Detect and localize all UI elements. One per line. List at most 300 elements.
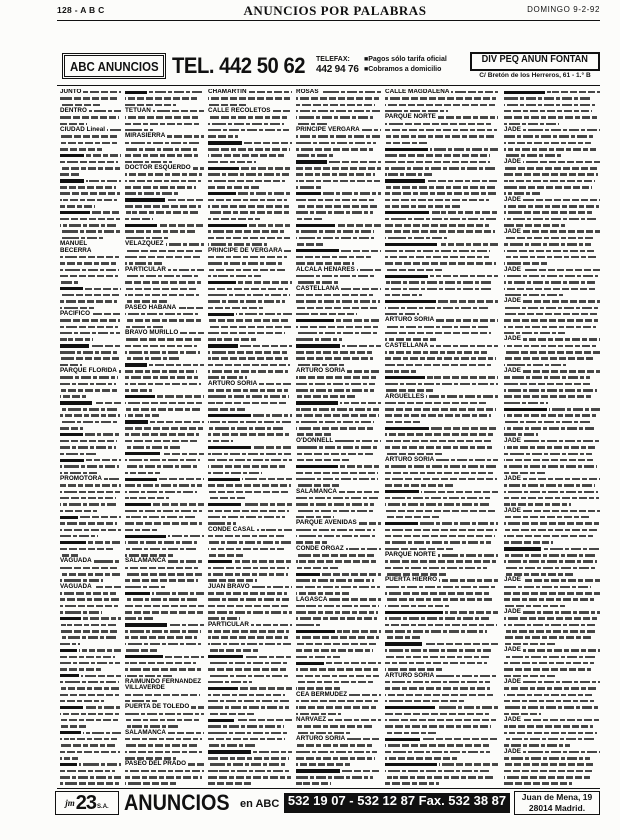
ad-text-bar	[60, 338, 93, 341]
ad-text-bar	[438, 300, 498, 303]
classified-ad	[208, 558, 292, 583]
ad-text-bar	[504, 180, 595, 183]
ad-headword: CALLE RECOLETOS	[208, 107, 271, 115]
classified-ad	[385, 241, 498, 273]
ad-headword: SALAMANCA	[125, 557, 167, 565]
ad-text-bar	[60, 491, 120, 494]
ad-text-bar	[296, 656, 340, 659]
payment-notes	[364, 55, 466, 75]
ad-headword-unreadable	[60, 541, 86, 544]
ad-text-bar	[94, 586, 121, 589]
ad-text-bar	[208, 453, 291, 456]
classified-ad	[60, 673, 121, 705]
ad-text-bar	[208, 402, 288, 405]
ad-text-bar	[60, 503, 116, 506]
ad-text-bar	[208, 605, 290, 608]
ad-headword: VAGUADA	[60, 582, 92, 590]
ad-text-line	[125, 780, 204, 786]
ad-text-bar	[125, 675, 172, 678]
ad-text-bar	[296, 338, 342, 341]
ad-text-bar	[523, 611, 600, 614]
ad-text-bar	[208, 389, 288, 392]
ad-text-bar	[125, 719, 199, 722]
ad-text-bar	[504, 192, 540, 195]
ad-headword-unreadable	[60, 516, 78, 519]
classified-ad	[125, 89, 204, 108]
classified-ad	[504, 476, 600, 508]
classified-ad	[208, 622, 292, 654]
ad-text-bar	[296, 205, 377, 208]
ad-headword: JADE	[504, 195, 521, 203]
ad-text-bar	[296, 484, 339, 487]
ad-headword: JADE	[504, 677, 521, 685]
ad-headword-unreadable	[125, 91, 147, 94]
agency-logo	[55, 791, 119, 815]
ad-text-bar	[125, 218, 153, 221]
ad-text-bar	[340, 402, 381, 405]
ad-headword: O'DONNELL	[296, 436, 334, 444]
ad-text-bar	[60, 389, 117, 392]
ad-text-bar	[296, 357, 373, 360]
ad-text-bar	[125, 230, 197, 233]
ad-text-bar	[60, 167, 120, 170]
ad-text-bar	[60, 319, 120, 322]
ad-text-bar	[60, 440, 117, 443]
footer-address-line: Juan de Mena, 19	[521, 792, 593, 802]
ad-headword-unreadable	[208, 313, 234, 316]
ad-text-bar	[125, 161, 172, 164]
classified-ad	[296, 717, 381, 736]
ad-text-bar	[208, 319, 289, 322]
ad-text-bar	[208, 516, 285, 519]
classified-ad	[208, 381, 292, 413]
ad-text-bar	[385, 516, 439, 519]
ad-headword-unreadable	[60, 459, 84, 462]
ad-text-bar	[296, 535, 375, 538]
ad-text-bar	[241, 167, 292, 170]
ad-text-bar	[125, 630, 201, 633]
ad-text-bar	[385, 694, 493, 697]
classified-ad	[60, 432, 121, 457]
ad-text-bar	[208, 497, 245, 500]
ad-text-bar	[296, 186, 321, 189]
ad-headword: JADE	[504, 436, 521, 444]
ad-text-bar	[125, 294, 199, 297]
ad-headword-unreadable	[60, 154, 84, 157]
ad-text-bar	[385, 713, 489, 716]
ad-text-bar	[296, 237, 374, 240]
ad-text-bar	[296, 529, 375, 532]
classified-ads-area	[0, 89, 620, 786]
ad-text-bar	[208, 218, 260, 221]
ad-text-bar	[296, 478, 378, 481]
ad-text-bar	[208, 338, 258, 341]
footer-title-suffix: en ABC	[240, 798, 280, 810]
classified-ad	[60, 457, 121, 476]
ad-text-bar	[60, 598, 121, 601]
ad-headword-unreadable	[385, 427, 429, 430]
ad-text-bar	[125, 433, 199, 436]
ad-text-bar	[60, 668, 103, 671]
ad-text-bar	[504, 319, 598, 322]
classified-ad	[125, 362, 204, 394]
ad-text-bar	[208, 154, 284, 157]
ad-headword: NARVAEZ	[296, 716, 327, 724]
ad-text-bar	[125, 770, 204, 773]
ad-text-bar	[385, 484, 455, 487]
ad-text-bar	[60, 782, 119, 785]
ad-text-bar	[296, 256, 373, 259]
ad-text-bar	[208, 484, 291, 487]
ad-text-bar	[242, 478, 292, 481]
ad-text-bar	[125, 129, 153, 132]
classified-ad	[504, 717, 600, 749]
ad-text-bar	[125, 345, 197, 348]
ad-text-bar	[385, 433, 493, 436]
ad-text-bar	[362, 129, 381, 132]
ad-text-bar	[504, 402, 548, 405]
ad-headword-unreadable	[125, 478, 157, 481]
ad-text-bar	[60, 237, 103, 240]
ad-text-bar	[296, 497, 378, 500]
ad-headword: CIUDAD Lineal	[60, 126, 106, 134]
ad-text-bar	[385, 230, 495, 233]
ad-text-bar	[504, 262, 547, 265]
ad-text-bar	[436, 459, 498, 462]
ad-text-bar	[244, 142, 292, 145]
ad-text-bar	[208, 567, 289, 570]
ad-text-bar	[385, 167, 497, 170]
ad-text-bar	[125, 97, 197, 100]
ad-headword-unreadable	[60, 731, 81, 734]
ad-text-bar	[385, 656, 490, 659]
classified-ad	[296, 400, 381, 438]
classified-ad	[208, 140, 292, 165]
classified-ad	[60, 210, 121, 242]
ad-text-bar	[208, 598, 289, 601]
ad-headword-unreadable	[296, 662, 324, 665]
ad-text-bar	[437, 706, 498, 709]
ad-text-bar	[523, 230, 600, 233]
classified-ad	[208, 222, 292, 247]
ad-text-bar	[85, 433, 121, 436]
ad-text-bar	[547, 91, 600, 94]
ad-text-bar	[208, 300, 285, 303]
ad-text-bar	[208, 237, 290, 240]
ad-text-bar	[504, 484, 595, 487]
ad-text-bar	[208, 522, 236, 525]
ad-headword: PACIFICO	[60, 310, 91, 318]
classified-ad	[125, 108, 204, 133]
ad-text-bar	[504, 421, 591, 424]
ad-text-bar	[504, 288, 595, 291]
footer-phone-numbers: 532 19 07 - 532 12 87 Fax. 532 38 87	[284, 793, 510, 813]
ad-text-bar	[60, 700, 104, 703]
classified-ad	[125, 476, 204, 501]
ad-text-bar	[296, 427, 373, 430]
classified-ad	[125, 241, 204, 266]
ad-text-bar	[339, 491, 381, 494]
ad-text-bar	[60, 414, 120, 417]
ad-text-bar	[385, 472, 495, 475]
classified-ad	[385, 210, 498, 242]
ad-text-bar	[385, 573, 446, 576]
ad-text-bar	[296, 307, 378, 310]
ad-text-bar	[125, 104, 176, 107]
ad-text-bar	[504, 567, 595, 570]
ad-headword: ARTURO SORIA	[385, 316, 435, 324]
ad-text-bar	[385, 110, 448, 113]
ad-text-bar	[125, 250, 202, 253]
ad-headword: BRAVO MURILLO	[125, 329, 179, 337]
ad-text-bar	[385, 250, 490, 253]
ad-headword-unreadable	[385, 706, 435, 709]
ad-text-bar	[504, 154, 561, 157]
classified-ad	[504, 336, 600, 368]
ad-text-bar	[296, 732, 350, 735]
ad-text-bar	[208, 326, 291, 329]
ad-text-bar	[426, 395, 498, 398]
ad-headword: PARTICULAR	[125, 265, 166, 273]
ad-text-bar	[208, 681, 252, 684]
ad-text-bar	[427, 376, 498, 379]
ad-text-bar	[60, 484, 121, 487]
ad-text-bar	[125, 313, 198, 316]
ad-text-bar	[125, 522, 202, 525]
classified-ad	[385, 641, 498, 673]
ad-text-bar	[504, 351, 600, 354]
ad-text-bar	[385, 700, 464, 703]
ad-headword: PASEO HABANA	[125, 303, 177, 311]
ad-text-bar	[125, 611, 203, 614]
ad-headword-unreadable	[208, 224, 247, 227]
classified-ad	[385, 374, 498, 393]
ad-text-bar	[60, 173, 81, 176]
ad-text-bar	[236, 719, 292, 722]
ad-text-bar	[125, 262, 162, 265]
ad-text-bar	[236, 313, 292, 316]
ad-text-bar	[125, 192, 180, 195]
ad-text-bar	[296, 414, 379, 417]
ad-text-bar	[385, 256, 489, 259]
ad-text-bar	[523, 681, 600, 684]
classified-ad	[208, 343, 292, 381]
ad-text-bar	[385, 668, 442, 671]
footer-address	[514, 791, 600, 815]
ad-text-bar	[385, 605, 449, 608]
ad-text-bar	[125, 275, 198, 278]
ad-text-bar	[385, 389, 434, 392]
ad-headword: ROSAS	[296, 89, 319, 95]
ad-text-bar	[208, 205, 289, 208]
ad-headword-unreadable	[385, 611, 443, 614]
ad-text-bar	[385, 497, 490, 500]
ad-text-bar	[385, 237, 447, 240]
ad-text-bar	[342, 345, 381, 348]
agency-address: C/ Bretón de los Herreros, 61 - 1.° B	[479, 72, 591, 79]
ad-text-bar	[60, 453, 98, 456]
ad-text-bar	[504, 237, 593, 240]
ad-text-bar	[125, 472, 160, 475]
ad-text-bar	[296, 173, 375, 176]
ad-text-bar	[208, 535, 286, 538]
ad-text-bar	[125, 440, 199, 443]
ad-text-bar	[385, 687, 490, 690]
ad-text-bar	[240, 345, 292, 348]
ad-text-bar	[504, 427, 594, 430]
issue-date: DOMINGO 9-2-92	[527, 5, 600, 14]
ad-headword-unreadable	[296, 224, 335, 227]
ad-headword-unreadable	[296, 465, 338, 468]
ad-text-bar	[60, 275, 118, 278]
ad-text-bar	[208, 294, 290, 297]
ad-text-bar	[60, 567, 119, 570]
ad-headline	[60, 368, 121, 374]
ad-text-bar	[245, 656, 292, 659]
ad-text-bar	[385, 636, 420, 639]
ad-text-bar	[60, 269, 119, 272]
ad-text-bar	[208, 636, 288, 639]
ad-text-bar	[296, 687, 340, 690]
ad-text-bar	[191, 706, 204, 709]
ad-headword: CONDE ORGAZ	[296, 544, 344, 552]
ad-text-bar	[296, 751, 377, 754]
ad-text-bar	[385, 586, 496, 589]
ad-headword: PUERTA DE TOLEDO	[125, 703, 190, 711]
ad-text-bar	[385, 205, 462, 208]
ad-text-bar	[168, 560, 204, 563]
classified-ad	[125, 590, 204, 622]
ad-text-bar	[504, 332, 565, 335]
ad-headword: ARTURO SORIA	[296, 735, 346, 743]
classified-ad	[504, 438, 600, 476]
ad-text-bar	[125, 288, 197, 291]
page-number-label: 128 - A B C	[57, 5, 105, 15]
ad-text-bar	[430, 275, 498, 278]
ad-text-bar	[60, 579, 103, 582]
ad-headword: PARQUE NORTE	[385, 113, 436, 121]
ad-text-bar	[296, 586, 380, 589]
ad-headline	[60, 241, 121, 254]
ad-text-bar	[504, 630, 595, 633]
ad-text-bar	[94, 402, 121, 405]
ad-headword: PARQUE FLORIDA	[60, 367, 117, 375]
ad-headword-unreadable	[296, 160, 327, 163]
ad-text-bar	[234, 560, 292, 563]
ad-text-bar	[125, 491, 197, 494]
classified-ad	[208, 654, 292, 686]
ad-text-bar	[296, 116, 373, 119]
ad-text-bar	[523, 440, 600, 443]
ad-text-bar	[296, 643, 377, 646]
ad-text-bar	[523, 751, 600, 754]
ad-text-bar	[208, 307, 263, 310]
ad-text-bar	[208, 211, 289, 214]
ad-text-bar	[125, 414, 159, 417]
ad-text-bar	[385, 135, 495, 138]
ad-text-bar	[385, 662, 487, 665]
ad-text-bar	[504, 294, 564, 297]
ad-text-bar	[85, 706, 121, 709]
ad-text-bar	[208, 548, 284, 551]
classified-ad	[208, 311, 292, 343]
ad-text-bar	[125, 376, 198, 379]
ad-text-bar	[385, 414, 491, 417]
ad-text-bar	[504, 389, 597, 392]
ad-text-bar	[208, 662, 287, 665]
ad-text-bar	[385, 478, 497, 481]
classified-ad	[385, 178, 498, 210]
ad-text-bar	[208, 541, 291, 544]
ad-text-bar	[322, 573, 381, 576]
ad-text-bar	[504, 459, 593, 462]
ad-text-bar	[125, 529, 159, 532]
ad-headword-unreadable	[125, 395, 155, 398]
ad-text-bar	[385, 567, 487, 570]
ad-text-bar	[504, 757, 590, 760]
ad-text-bar	[296, 294, 373, 297]
classified-ad	[385, 89, 498, 114]
ad-text-bar	[168, 535, 204, 538]
ad-text-bar	[125, 205, 201, 208]
classified-ad	[60, 539, 121, 558]
agency-box	[470, 52, 600, 71]
ad-text-line	[60, 780, 121, 786]
ad-headword-unreadable	[60, 706, 83, 709]
ad-text-bar	[296, 472, 378, 475]
ad-text-bar	[385, 757, 457, 760]
ad-text-bar	[296, 782, 331, 785]
classified-ad	[385, 609, 498, 641]
ad-text-bar	[125, 154, 198, 157]
ad-text-bar	[81, 675, 121, 678]
ad-headword: ARTURO SORIA	[385, 455, 435, 463]
ad-text-bar	[296, 541, 327, 544]
ad-text-bar	[385, 269, 442, 272]
ad-text-bar	[296, 433, 331, 436]
ad-text-bar	[208, 465, 285, 468]
ad-text-bar	[60, 148, 102, 151]
ad-text-bar	[296, 300, 380, 303]
ad-text-bar	[504, 700, 594, 703]
ad-text-bar	[504, 535, 593, 538]
ad-headword: ALCALA HENARES	[296, 265, 355, 273]
classified-ad	[125, 197, 204, 222]
ad-text-bar	[523, 579, 600, 582]
ad-text-bar	[504, 313, 598, 316]
ad-text-bar	[523, 370, 600, 373]
ad-text-bar	[60, 116, 119, 119]
ad-text-bar	[86, 459, 121, 462]
ad-text-bar	[153, 503, 204, 506]
classified-ad	[296, 438, 381, 463]
classified-ad	[385, 489, 498, 521]
classified-ad	[385, 457, 498, 489]
ad-text-bar	[504, 763, 593, 766]
classified-ad	[60, 400, 121, 432]
ad-text-bar	[504, 522, 599, 525]
ad-text-bar	[208, 770, 291, 773]
ad-text-bar	[296, 218, 323, 221]
ad-headword: JADE	[504, 576, 521, 584]
ad-text-bar	[523, 300, 600, 303]
ad-text-bar	[60, 776, 121, 779]
ad-text-bar	[385, 364, 491, 367]
ad-text-bar	[523, 338, 600, 341]
ad-text-bar	[125, 281, 201, 284]
ad-text-bar	[208, 706, 289, 709]
classified-ad	[60, 343, 121, 368]
